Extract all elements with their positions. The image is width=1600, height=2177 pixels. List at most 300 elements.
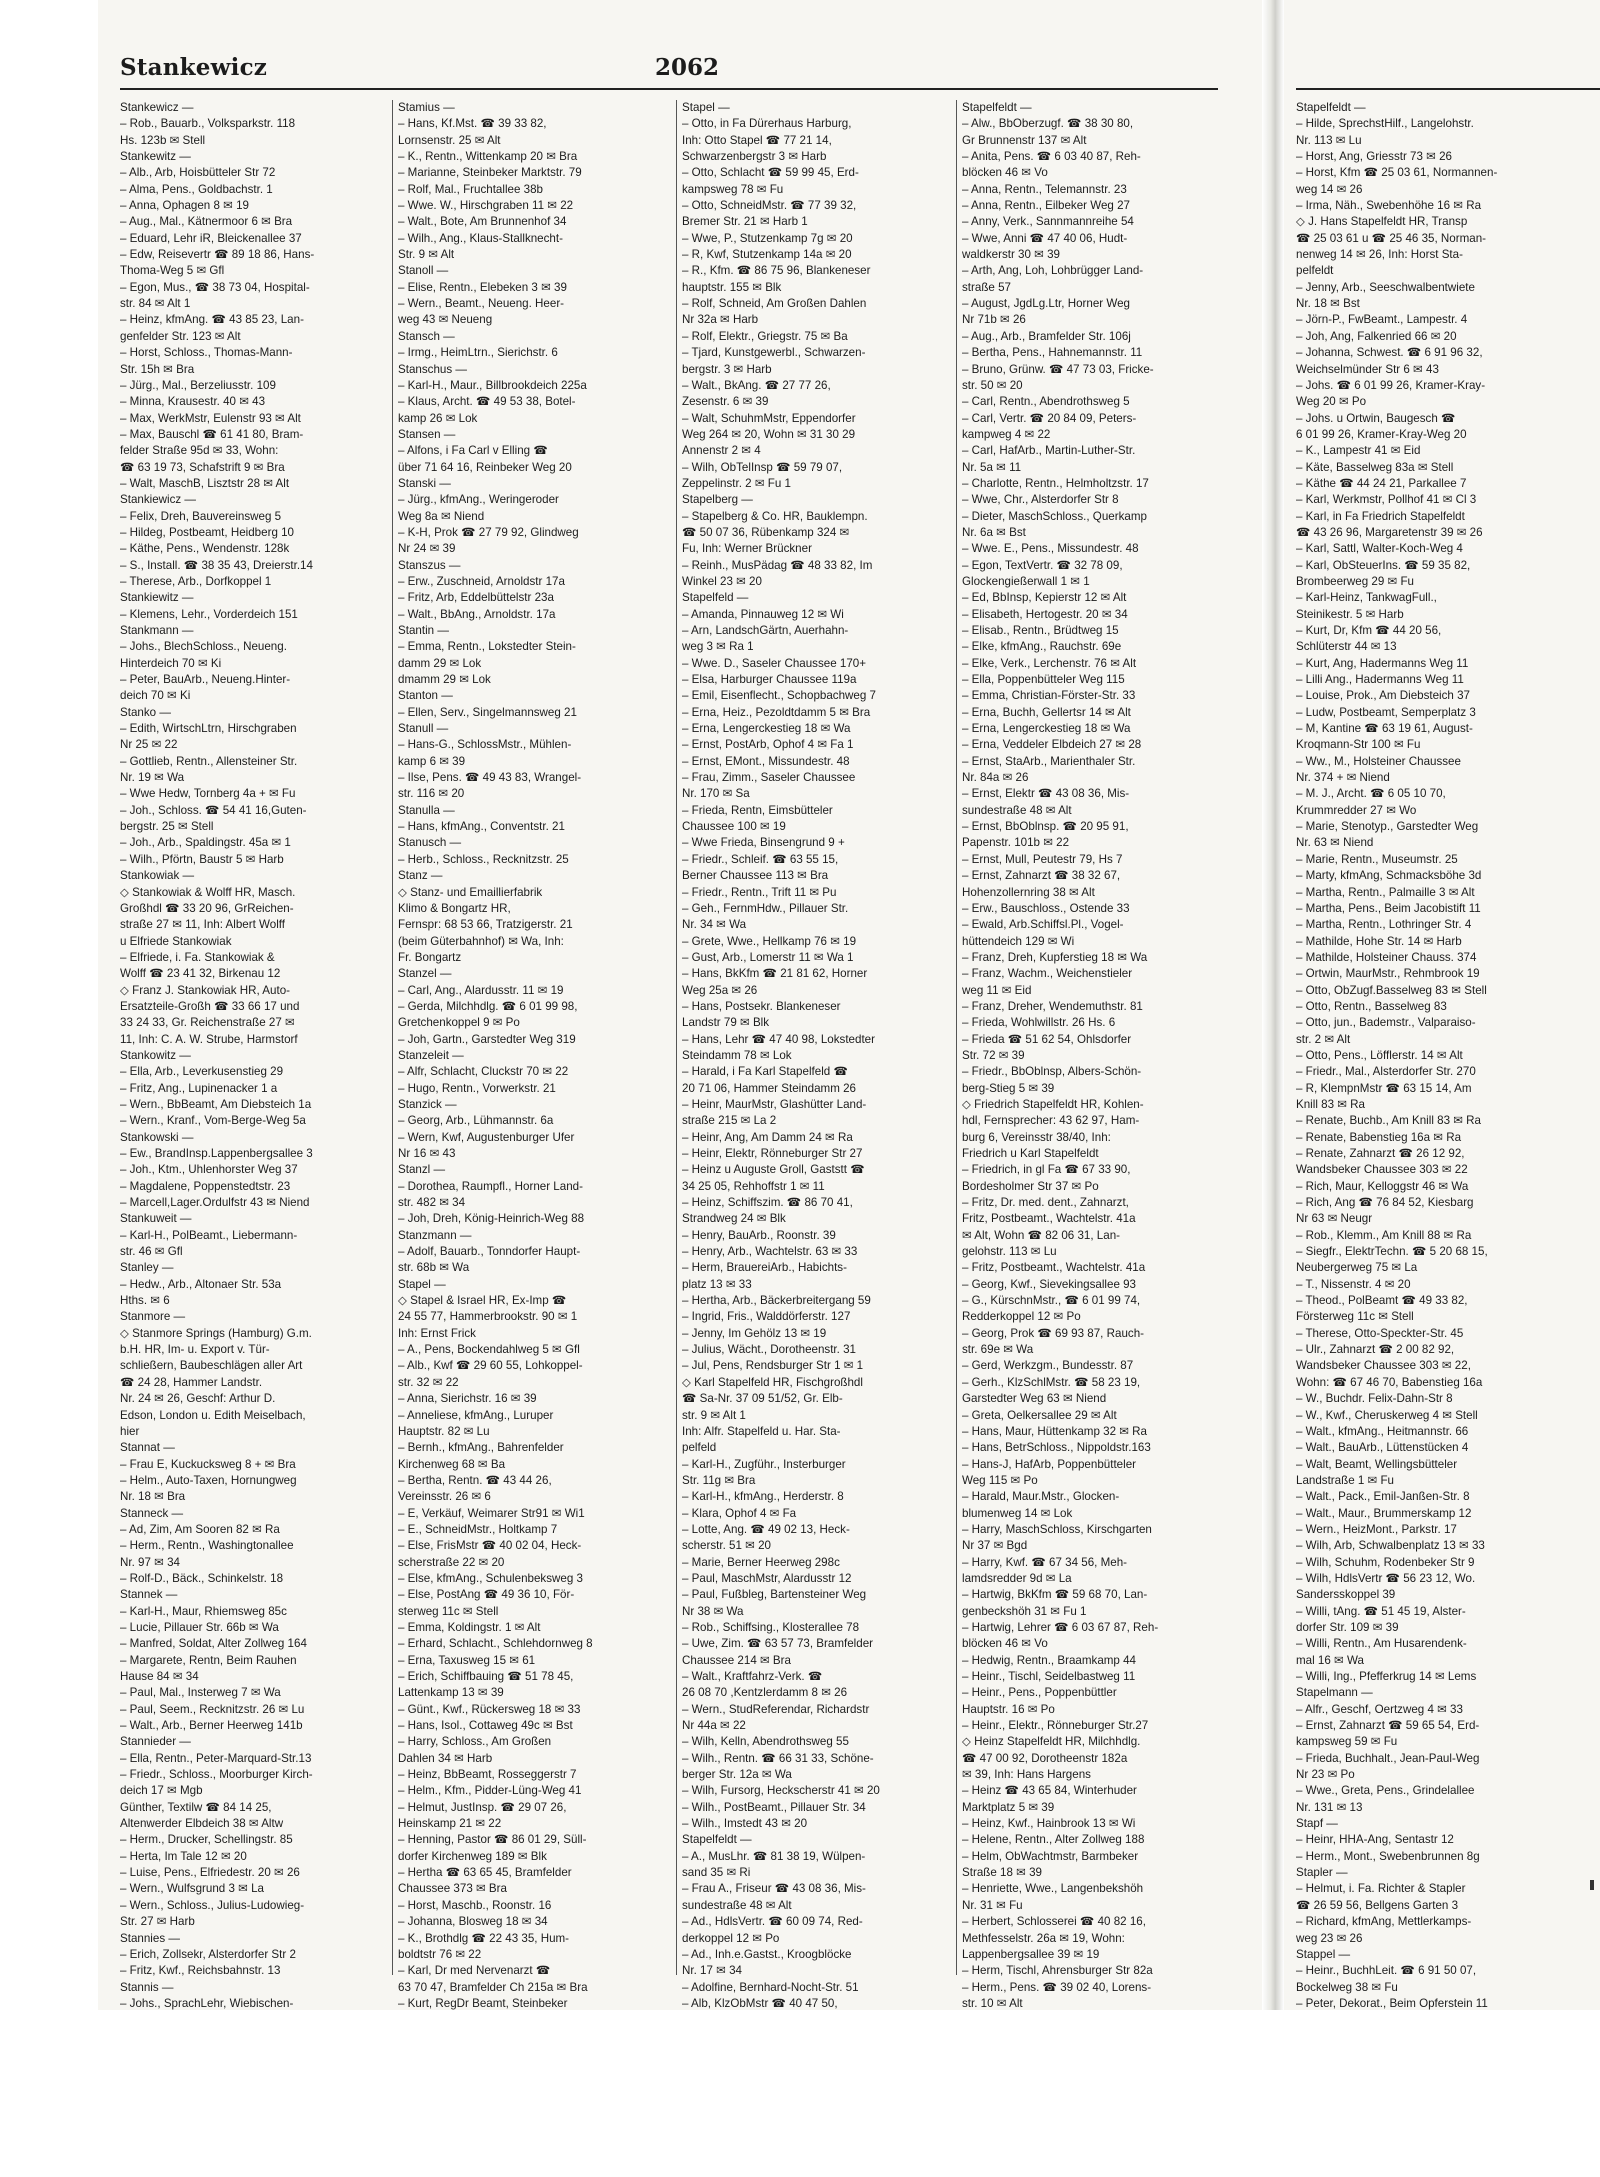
directory-entry-line: Wohn: ☎ 67 46 70, Babenstieg 16a — [1296, 1375, 1483, 1389]
directory-entry-line: – Harald, i Fa Karl Stapelfeld ☎ — [682, 1065, 848, 1079]
directory-entry-line: – Rob., Bauarb., Volksparkstr. 118 — [120, 117, 296, 131]
directory-entry-line: – Henriette, Wwe., Langenbekshöh — [962, 1882, 1144, 1896]
directory-entry-line: – Reinh., MusPädag ☎ 48 33 82, Im — [682, 558, 873, 572]
directory-entry-line: Stankiewicz — — [120, 493, 197, 507]
directory-entry-line: Kroqmann-Str 100 ✉ Fu — [1296, 738, 1421, 752]
directory-entry-line: – Hans, Postsekr. Blankeneser — [682, 999, 841, 1013]
directory-entry-line: berg-Stieg 5 ✉ 39 — [962, 1081, 1055, 1095]
directory-entry-line: – Wern., Beamt., Neueng. Heer- — [398, 297, 565, 311]
directory-entry-line: – Karl-H., Maur., Billbrookdeich 225a — [398, 378, 587, 392]
directory-entry-line: – Heinz, kfmAng. ☎ 43 85 23, Lan- — [120, 313, 304, 327]
directory-entry-line: – Herm., Mont., Swebenbrunnen 8g — [1296, 1849, 1480, 1863]
directory-entry-line: ☎ 50 07 36, Rübenkamp 324 ✉ — [682, 525, 850, 539]
directory-entry-line: – Ortwin, MaurMstr., Rehmbrook 19 — [1296, 967, 1480, 981]
directory-entry-line: – Ella, Rentn., Peter-Marquard-Str.13 — [120, 1751, 312, 1765]
directory-entry-line: Nr. 19 ✉ Wa — [120, 771, 185, 785]
directory-entry-line: – Wern., Schloss., Julius-Ludowieg- — [120, 1898, 305, 1912]
directory-entry-line: – Wwe, Anni ☎ 47 40 06, Hudt- — [962, 231, 1128, 245]
directory-entry-line: – Irmg., HeimLtrn., Sierichstr. 6 — [398, 346, 558, 360]
directory-entry-line: – M. J., Archt. ☎ 6 05 10 70, — [1296, 787, 1446, 801]
directory-entry-line: – Karl-Heinz, TankwagFull., — [1296, 591, 1437, 605]
directory-entry-line: – Heinr., BuchhLeit. ☎ 6 91 50 07, — [1296, 1964, 1477, 1978]
directory-entry-line: – Karl, in Fa Friedrich Stapelfeldt — [1296, 509, 1465, 523]
directory-entry-line: Stanschus — — [398, 362, 467, 376]
header-rule-next-page — [1296, 88, 1600, 90]
directory-entry-line: – Alma, Pens., Goldbachstr. 1 — [120, 182, 273, 196]
directory-entry-line: – Elsa, Harburger Chaussee 119a — [682, 673, 857, 687]
directory-entry-line: – Harry, Schloss., Am Großen — [398, 1735, 552, 1749]
directory-entry-line: – Erna, Lengerckestieg 18 ✉ Wa — [682, 722, 851, 736]
directory-entry-line: – Erna, Buchh, Gellertsr 14 ✉ Alt — [962, 705, 1131, 719]
directory-entry-line: derkoppel 12 ✉ Po — [682, 1931, 780, 1945]
directory-entry-line: – Heinr., Pens., Poppenbüttler — [962, 1686, 1117, 1700]
directory-entry-line: Stanneck — — [120, 1506, 184, 1520]
directory-entry-line: – Klemens, Lehr., Vorderdeich 151 — [120, 607, 298, 621]
directory-entry-line: – Charlotte, Rentn., Helmholtzstr. 17 — [962, 476, 1149, 490]
directory-entry-line: Nr 38 ✉ Wa — [682, 1604, 744, 1618]
directory-entry-line: hdl, Fernsprecher: 43 62 97, Ham- — [962, 1114, 1140, 1128]
directory-entry-line: – Lotte, Ang. ☎ 49 02 13, Heck- — [682, 1522, 850, 1536]
directory-entry-line: – Tjard, Kunstgewerbl., Schwarzen- — [682, 346, 866, 360]
directory-entry-line: – Frau E, Kuckucksweg 8 + ✉ Bra — [120, 1457, 296, 1471]
directory-entry-line: – Dorothea, Raumpfl., Horner Land- — [398, 1179, 583, 1193]
directory-entry-line: Sandersskoppel 39 — [1296, 1588, 1396, 1602]
directory-entry-line: – Walt., Arb., Berner Heerweg 141b — [120, 1719, 303, 1733]
directory-entry-line: Dahlen 34 ✉ Harb — [398, 1751, 493, 1765]
directory-entry-line: – Karl, Werkmstr, Pollhof 41 ✉ Cl 3 — [1296, 493, 1477, 507]
directory-entry-line: – Helene, Rentn., Alter Zollweg 188 — [962, 1833, 1145, 1847]
directory-entry-line: – A., MusLhr. ☎ 81 38 19, Wülpen- — [682, 1849, 866, 1863]
directory-entry-line: straße 57 — [962, 280, 1011, 294]
directory-entry-line: – Johs. u Ortwin, Baugesch ☎ — [1296, 411, 1456, 425]
directory-entry-line: – Georg, Kwf., Sievekingsallee 93 — [962, 1277, 1137, 1291]
directory-entry-line: – Martha, Pens., Beim Jacobistift 11 — [1296, 901, 1481, 915]
column-5-next-page — [1296, 100, 1600, 2010]
directory-entry-line: scherstr. 51 ✉ 20 — [682, 1539, 771, 1553]
column-divider — [392, 100, 393, 1975]
directory-entry-line: – Rob., Schiffsing., Klosterallee 78 — [682, 1620, 860, 1634]
directory-entry-line: – Otto, SchneidMstr. ☎ 77 39 32, — [682, 199, 857, 213]
directory-entry-line: Chaussee 214 ✉ Bra — [682, 1653, 791, 1667]
directory-entry-line: – Otto, ObZugf.Basselweg 83 ✉ Stell — [1296, 983, 1487, 997]
directory-entry-line: Stankowski — — [120, 1130, 194, 1144]
directory-entry-line: – G., KürschnMstr., ☎ 6 01 99 74, — [962, 1294, 1141, 1308]
directory-entry-line: Nr. 131 ✉ 13 — [1296, 1800, 1363, 1814]
directory-entry-line: damm 29 ✉ Lok — [398, 656, 482, 670]
directory-entry-line: Str. 9 ✉ Alt — [398, 248, 455, 262]
directory-entry-line: Friedrich u Karl Stapelfeldt — [962, 1147, 1099, 1160]
directory-entry-line: Stamius — — [398, 101, 455, 114]
directory-entry-line: – Emil, Eisenflecht., Schopbachweg 7 — [682, 689, 876, 703]
directory-entry-line: Stapel — — [682, 101, 730, 114]
directory-entry-line: – M, Kantine ☎ 63 19 61, August- — [1296, 722, 1473, 736]
directory-entry-line: – Ernst, Mull, Peutestr 79, Hs 7 — [962, 852, 1123, 866]
directory-entry-line: – Ernst, Zahnarzt ☎ 38 32 67, — [962, 869, 1121, 883]
directory-entry-line: – Frieda ☎ 51 62 54, Ohlsdorfer — [962, 1032, 1132, 1046]
running-head — [120, 50, 1220, 90]
directory-entry-line: – Willi, tAng. ☎ 51 45 19, Alster- — [1296, 1604, 1466, 1618]
directory-entry-line: – Ad., HdlsVertr. ☎ 60 09 74, Red- — [682, 1915, 863, 1929]
directory-entry-line: – Kurt, Dr, Kfm ☎ 44 20 56, — [1296, 624, 1442, 637]
directory-entry-line: Bockelweg 38 ✉ Fu — [1296, 1980, 1398, 1994]
directory-entry-line: – Felix, Dreh, Bauvereinsweg 5 — [120, 509, 282, 523]
directory-entry-line: – Erw., Zuschneid, Arnoldstr 17a — [398, 574, 565, 588]
directory-entry-line: – Wwe. E., Pens., Missundestr. 48 — [962, 542, 1139, 556]
directory-entry-line: – Rob., Klemm., Am Knill 88 ✉ Ra — [1296, 1228, 1472, 1242]
directory-entry-line: Nr. 170 ✉ Sa — [682, 787, 750, 801]
directory-entry-line: Zeppelinstr. 2 ✉ Fu 1 — [682, 476, 791, 490]
directory-entry-line: – Edw, Reisevertr ☎ 89 18 86, Hans- — [120, 248, 315, 262]
directory-entry-line: – Wwe., Greta, Pens., Grindelallee — [1296, 1784, 1475, 1798]
directory-entry-line: – Ella, Arb., Leverkusenstieg 29 — [120, 1065, 284, 1079]
directory-entry-line: Weg 115 ✉ Po — [962, 1473, 1038, 1487]
directory-entry-line: – Frau, Zimm., Saseler Chaussee — [682, 771, 856, 785]
directory-entry-line: Stanzel — — [398, 967, 452, 981]
directory-entry-line: – Carl, Vertr. ☎ 20 84 09, Peters- — [962, 411, 1137, 425]
directory-entry-line: – Bruno, Grünw. ☎ 47 73 03, Fricke- — [962, 362, 1154, 376]
directory-entry-line: – Mathilde, Holsteiner Chauss. 374 — [1296, 950, 1477, 964]
directory-entry-line: Günther, Textilw ☎ 84 14 25, — [120, 1800, 272, 1814]
directory-entry-line: – Wern., Wulfsgrund 3 ✉ La — [120, 1882, 264, 1896]
directory-entry-line: – Ed, BbInsp, Kepierstr 12 ✉ Alt — [962, 591, 1127, 605]
directory-entry-line: – Aug., Arb., Bramfelder Str. 106j — [962, 329, 1131, 343]
directory-entry-line: blumenweg 14 ✉ Lok — [962, 1506, 1073, 1520]
directory-entry-line: bergstr. 25 ✉ Stell — [120, 820, 214, 834]
directory-entry-line: dorfer Str. 109 ✉ 39 — [1296, 1620, 1399, 1634]
directory-entry-line: – Marie, Berner Heerweg 298c — [682, 1555, 840, 1569]
directory-entry-line: Wandsbeker Chaussee 303 ✉ 22, — [1296, 1359, 1471, 1373]
directory-entry-line: – Fritz, Kwf., Reichsbahnstr. 13 — [120, 1964, 281, 1978]
directory-entry-line: Stapel — — [398, 1277, 446, 1291]
directory-entry-line: – T., Nissenstr. 4 ✉ 20 — [1296, 1277, 1411, 1291]
directory-entry-line: str. 32 ✉ 22 — [398, 1375, 459, 1389]
directory-entry-line: – Horst, Schloss., Thomas-Mann- — [120, 346, 293, 360]
directory-entry-line: straße 215 ✉ La 2 — [682, 1114, 777, 1128]
directory-entry-line: – Johs., BlechSchloss., Neueng. — [120, 640, 287, 654]
directory-entry-line: – Egon, TextVertr. ☎ 32 78 09, — [962, 558, 1123, 572]
directory-entry-line: – K., Brothdlg ☎ 22 43 35, Hum- — [398, 1931, 570, 1945]
directory-entry-line: – Magdalene, Poppenstedtstr. 23 — [120, 1179, 291, 1193]
directory-entry-line: – Wilh, HdlsVertr ☎ 56 23 12, Wo. — [1296, 1571, 1476, 1585]
directory-entry-line: kampsweg 78 ✉ Fu — [682, 182, 784, 196]
directory-entry-line: – Erna, Veddeler Elbdeich 27 ✉ 28 — [962, 738, 1142, 752]
directory-entry-line: Nr. 97 ✉ 34 — [120, 1555, 180, 1569]
directory-entry-line: 6 01 99 26, Kramer-Kray-Weg 20 — [1296, 427, 1467, 441]
directory-entry-line: Steinikestr. 5 ✉ Harb — [1296, 607, 1404, 621]
directory-entry-line: Stankiewitz — — [120, 591, 194, 605]
directory-entry-line: – Stapelberg & Co. HR, Bauklempn. — [682, 509, 868, 523]
directory-entry-line: Bremer Str. 21 ✉ Harb 1 — [682, 215, 808, 229]
directory-entry-line: 34 25 05, Rehhoffstr 1 ✉ 11 — [682, 1179, 825, 1193]
directory-entry-line: Stantin — — [398, 624, 449, 637]
directory-entry-line: – Günt., Kwf., Rückersweg 18 ✉ 33 — [398, 1702, 581, 1716]
directory-entry-line: ◇ Heinz Stapelfeldt HR, Milchhdlg. — [962, 1735, 1141, 1749]
directory-entry-line: sterweg 11c ✉ Stell — [398, 1604, 499, 1618]
directory-entry-line: Hause 84 ✉ 34 — [120, 1670, 199, 1683]
directory-entry-line: Nr. 31 ✉ Fu — [962, 1898, 1023, 1912]
directory-entry-line: – Fritz, Dr. med. dent., Zahnarzt, — [962, 1196, 1129, 1210]
directory-entry-line: – Henry, Arb., Wachtelstr. 63 ✉ 33 — [682, 1245, 858, 1259]
directory-entry-line: – Elisabeth, Hertogestr. 20 ✉ 34 — [962, 607, 1128, 621]
directory-entry-line: – Joh, Dreh, König-Heinrich-Weg 88 — [398, 1212, 585, 1226]
directory-entry-line: – Manfred, Soldat, Alter Zollweg 164 — [120, 1637, 307, 1651]
directory-entry-line: – Wern, Kwf, Augustenburger Ufer — [398, 1130, 575, 1144]
directory-entry-line: – Friedr., Rentn., Trift 11 ✉ Pu — [682, 885, 837, 899]
directory-entry-line: – Alfons, i Fa Carl v Elling ☎ — [398, 444, 548, 458]
directory-entry-line: – Walt., BbAng., Arnoldstr. 17a — [398, 607, 556, 621]
directory-entry-line: mal 16 ✉ Wa — [1296, 1653, 1364, 1667]
directory-entry-line: – Alb., Kwf ☎ 29 60 55, Lohkoppel- — [398, 1359, 583, 1373]
directory-entry-line: – Else, FrisMstr ☎ 40 02 04, Heck- — [398, 1539, 582, 1553]
directory-entry-line: Methfesselstr. 26a ✉ 19, Wohn: — [962, 1931, 1125, 1945]
directory-entry-line: – Ulr., Zahnarzt ☎ 2 00 82 92, — [1296, 1343, 1455, 1357]
directory-entry-line: – Wilh., PostBeamt., Pillauer Str. 34 — [682, 1800, 866, 1814]
directory-entry-line: – Walt., Bote, Am Brunnenhof 34 — [398, 215, 567, 229]
directory-entry-line: Heinskamp 21 ✉ 22 — [398, 1817, 502, 1831]
directory-entry-line: – Hertha ☎ 63 65 45, Bramfelder — [398, 1866, 572, 1880]
directory-entry-line: – Johanna, Blosweg 18 ✉ 34 — [398, 1915, 548, 1929]
directory-entry-line: – Marianne, Steinbeker Marktstr. 79 — [398, 166, 582, 180]
directory-entry-line: Stannieder — — [120, 1735, 191, 1749]
directory-entry-line: – Frieda, Buchhalt., Jean-Paul-Weg — [1296, 1751, 1480, 1765]
directory-entry-line: – Anna, Rentn., Eilbeker Weg 27 — [962, 199, 1131, 213]
directory-entry-line: – Joh., Schloss. ☎ 54 41 16,Guten- — [120, 803, 307, 817]
directory-entry-line: – Bernh., kfmAng., Bahrenfelder — [398, 1441, 564, 1455]
column-divider — [676, 100, 677, 1975]
directory-entry-line: – Erna, Lengerckestieg 18 ✉ Wa — [962, 722, 1131, 736]
directory-entry-line: – Willi, Rentn., Am Husarendenk- — [1296, 1637, 1467, 1651]
directory-entry-line: – Wilh., Imstedt 43 ✉ 20 — [682, 1817, 808, 1831]
directory-entry-line: gelohstr. 113 ✉ Lu — [962, 1245, 1057, 1259]
directory-entry-line: Stankuweit — — [120, 1212, 192, 1226]
directory-entry-line: – Käthe ☎ 44 24 21, Parkallee 7 — [1296, 476, 1467, 490]
directory-entry-line: Stanoll — — [398, 264, 449, 278]
directory-entry-line: – Klara, Ophof 4 ✉ Fa — [682, 1506, 797, 1520]
directory-entry-line: nenweg 14 ✉ 26, Inh: Horst Sta- — [1296, 248, 1463, 262]
directory-entry-line: Nr. 63 ✉ Niend — [1296, 836, 1374, 850]
directory-entry-line: – Heinz, Schiffszim. ☎ 86 70 41, — [682, 1196, 853, 1210]
directory-entry-line: – Edith, WirtschLtrn, Hirschgraben — [120, 722, 297, 736]
directory-entry-line: – Bertha, Pens., Hahnemannstr. 11 — [962, 346, 1143, 360]
directory-entry-line: – Kurt, Ang, Hadermanns Weg 11 — [1296, 656, 1469, 670]
directory-entry-line: Str. 27 ✉ Harb — [120, 1915, 195, 1929]
directory-entry-line: – Helm, ObWachtmstr, Barmbeker — [962, 1849, 1139, 1863]
directory-entry-line: – Siegfr., ElektrTechn. ☎ 5 20 68 15, — [1296, 1245, 1488, 1259]
directory-entry-line: – Hans, kfmAng., Conventstr. 21 — [398, 820, 565, 834]
directory-entry-line: – Ernst, BbOblnsp. ☎ 20 95 91, — [962, 820, 1129, 834]
directory-entry-line: – K-H, Prok ☎ 27 79 92, Glindweg — [398, 525, 579, 539]
directory-entry-line: Nr. 34 ✉ Wa — [682, 918, 747, 932]
directory-entry-line: – Herm., Drucker, Schellingstr. 85 — [120, 1833, 293, 1847]
directory-entry-line: – Emma, Rentn., Lokstedter Stein- — [398, 640, 576, 654]
directory-entry-line: – Elfriede, i. Fa. Stankowiak & — [120, 950, 275, 964]
directory-entry-line: Nr 37 ✉ Bgd — [962, 1539, 1028, 1553]
directory-entry-line: str. 482 ✉ 34 — [398, 1196, 466, 1210]
directory-entry-line: – E, Verkäuf, Weimarer Str91 ✉ Wi1 — [398, 1506, 585, 1520]
directory-entry-line: – Wwe Hedw, Tornberg 4a + ✉ Fu — [120, 787, 296, 801]
directory-entry-line: str. 69e ✉ Wa — [962, 1343, 1034, 1357]
directory-entry-line: Stapler — — [1296, 1866, 1348, 1880]
directory-entry-line: Altenwerder Elbdeich 38 ✉ Altw — [120, 1817, 284, 1831]
directory-entry-line: deich 70 ✉ Ki — [120, 689, 191, 703]
directory-entry-line: Lappenbergsallee 39 ✉ 19 — [962, 1947, 1100, 1961]
directory-entry-line: – Heinz u Auguste Groll, Gaststt ☎ — [682, 1163, 865, 1177]
directory-entry-line: – Ernst, Zahnarzt ☎ 59 65 54, Erd- — [1296, 1719, 1480, 1733]
directory-entry-line: – Walt., Pack., Emil-Janßen-Str. 8 — [1296, 1490, 1470, 1504]
directory-entry-line: – Lilli Ang., Hadermanns Weg 11 — [1296, 673, 1464, 687]
directory-entry-line: Strandweg 24 ✉ Blk — [682, 1212, 786, 1226]
directory-entry-line: – Karl, Dr med Nervenarzt ☎ — [398, 1964, 551, 1978]
directory-entry-line: Weichselmünder Str 6 ✉ 43 — [1296, 362, 1439, 376]
directory-entry-line: – Hartwig, BkKfm ☎ 59 68 70, Lan- — [962, 1588, 1148, 1602]
directory-entry-line: – Ewald, Arb.Schiffsl.Pl., Vogel- — [962, 918, 1124, 932]
directory-entry-line: Stanzmann — — [398, 1228, 472, 1242]
directory-entry-line: Annenstr 2 ✉ 4 — [682, 444, 761, 458]
directory-entry-line: – Hans-J, HafArb, Poppenbütteler — [962, 1457, 1137, 1471]
directory-entry-line: str. 2 ✉ Alt — [1296, 1032, 1351, 1046]
directory-entry-line: – Georg, Prok ☎ 69 93 87, Rauch- — [962, 1326, 1145, 1340]
directory-entry-line: – Hans, Lehr ☎ 47 40 98, Lokstedter — [682, 1032, 875, 1046]
directory-entry-line: genbeckshöh 31 ✉ Fu 1 — [962, 1604, 1087, 1618]
directory-entry-line: Nr. 84a ✉ 26 — [962, 771, 1029, 785]
directory-entry-line: Nr 63 ✉ Neugr — [1296, 1212, 1373, 1226]
directory-entry-line: Lornsenstr. 25 ✉ Alt — [398, 133, 501, 147]
directory-entry-line: Kirchenweg 68 ✉ Ba — [398, 1457, 506, 1471]
directory-entry-line: – R, KlempnMstr ☎ 63 15 14, Am — [1296, 1081, 1472, 1095]
directory-entry-line: – Luise, Pens., Elfriedestr. 20 ✉ 26 — [120, 1866, 300, 1880]
directory-entry-line: Inh: Otto Stapel ☎ 77 21 14, — [682, 133, 832, 147]
directory-entry-line: – Ludw, Postbeamt, Semperplatz 3 — [1296, 705, 1476, 719]
directory-entry-line: Wandsbeker Chaussee 303 ✉ 22 — [1296, 1163, 1468, 1177]
directory-entry-line: – Wilh, Schuhm, Rodenbeker Str 9 — [1296, 1555, 1475, 1569]
directory-entry-line: – Irma, Näh., Swebenhöhe 16 ✉ Ra — [1296, 199, 1482, 213]
directory-entry-line: – Hertha, Arb., Bäckerbreitergang 59 — [682, 1294, 871, 1308]
directory-entry-line: str. 9 ✉ Alt 1 — [682, 1408, 746, 1422]
directory-entry-line: – Ww., M., Holsteiner Chaussee — [1296, 754, 1461, 768]
directory-entry-line: 26 08 70 ,Kentzlerdamm 8 ✉ 26 — [682, 1686, 848, 1700]
directory-entry-line: – Helm., Kfm., Pidder-Lüng-Weg 41 — [398, 1784, 582, 1798]
directory-entry-line: – R., Kfm. ☎ 86 75 96, Blankeneser — [682, 264, 871, 278]
directory-entry-line: – Walt., Kraftfahrz-Verk. ☎ — [682, 1670, 823, 1683]
directory-entry-line: Stapelmann — — [1296, 1686, 1373, 1700]
directory-entry-line: – Marie, Rentn., Museumstr. 25 — [1296, 852, 1458, 866]
directory-entry-line: hauptstr. 155 ✉ Blk — [682, 280, 782, 294]
directory-entry-line: – Martha, Rentn., Lothringer Str. 4 — [1296, 918, 1472, 932]
directory-entry-line: – Joh., Ktm., Uhlenhorster Weg 37 — [120, 1163, 298, 1177]
directory-entry-line: – Hans, BetrSchloss., Nippoldstr.163 — [962, 1441, 1151, 1455]
directory-entry-line: Stapelfeldt — — [962, 101, 1032, 114]
directory-entry-line: genfelder Str. 123 ✉ Alt — [120, 329, 241, 343]
directory-entry-line: – Hugo, Rentn., Vorwerkstr. 21 — [398, 1081, 556, 1095]
directory-entry-line: – Aug., Mal., Kätnermoor 6 ✉ Bra — [120, 215, 293, 229]
directory-entry-line: – Elise, Rentn., Elebeken 3 ✉ 39 — [398, 280, 567, 294]
directory-entry-line: 20 71 06, Hammer Steindamm 26 — [682, 1081, 856, 1095]
directory-entry-line: ◇ Stapel & Israel HR, Ex-Imp ☎ — [398, 1294, 567, 1308]
directory-entry-line: – Ella, Poppenbütteler Weg 115 — [962, 673, 1125, 687]
directory-entry-line: 24 55 77, Hammerbrookstr. 90 ✉ 1 — [398, 1310, 578, 1324]
directory-entry-line: Nr. 17 ✉ 34 — [682, 1964, 742, 1978]
directory-entry-line: ☎ 63 19 73, Schafstrift 9 ✉ Bra — [120, 460, 285, 474]
directory-entry-line: kampweg 4 ✉ 22 — [962, 427, 1051, 441]
directory-entry-line: – Harry, Kwf. ☎ 67 34 56, Meh- — [962, 1555, 1128, 1569]
directory-entry-line: – Franz, Wachm., Weichenstieler — [962, 967, 1133, 981]
directory-entry-line: – Joh, Ang, Falkenried 66 ✉ 20 — [1296, 329, 1457, 343]
directory-entry-line: – Alw., BbOberzugf. ☎ 38 30 80, — [962, 117, 1134, 131]
directory-entry-line: – Hedw., Arb., Altonaer Str. 53a — [120, 1277, 282, 1291]
directory-entry-line: – Geh., FernmHdw., Pillauer Str. — [682, 901, 849, 915]
directory-entry-line: Nr 23 ✉ Po — [1296, 1768, 1355, 1782]
running-head-name: Stankewicz — [120, 54, 268, 81]
directory-entry-line: Försterweg 11c ✉ Stell — [1296, 1310, 1414, 1324]
directory-entry-line: – Hans, Maur, Hüttenkamp 32 ✉ Ra — [962, 1424, 1147, 1438]
directory-entry-line: – K., Lampestr 41 ✉ Eid — [1296, 444, 1421, 458]
directory-entry-line: Nr 71b ✉ 26 — [962, 313, 1026, 327]
directory-entry-line: sundestraße 48 ✉ Alt — [682, 1898, 792, 1912]
directory-entry-line: Marktplatz 5 ✉ 39 — [962, 1800, 1055, 1814]
directory-entry-line: Vereinsstr. 26 ✉ 6 — [398, 1490, 491, 1504]
directory-entry-line: – Wilh., Rentn. ☎ 66 31 33, Schöne- — [682, 1751, 874, 1765]
directory-entry-line: – Horst, Ang, Griesstr 73 ✉ 26 — [1296, 150, 1452, 164]
directory-entry-line: – Therese, Otto-Speckter-Str. 45 — [1296, 1326, 1464, 1340]
directory-entry-line: – Fritz, Postbeamt., Wachtelstr. 41a — [962, 1261, 1146, 1275]
directory-entry-line: str. 68b ✉ Wa — [398, 1261, 470, 1275]
directory-entry-line: – Wilh, Kelln, Abendrothsweg 55 — [682, 1735, 849, 1749]
directory-entry-line: Nr. 18 ✉ Bst — [1296, 297, 1360, 311]
directory-entry-line: – Herm., Pens. ☎ 39 02 40, Lorens- — [962, 1980, 1152, 1994]
directory-entry-line: – Karl, ObSteuerIns. ☎ 59 35 82, — [1296, 558, 1471, 572]
directory-entry-line: weg 23 ✉ 26 — [1296, 1931, 1363, 1945]
directory-entry-line: Brombeerweg 29 ✉ Fu — [1296, 574, 1414, 588]
directory-entry-line: – Jörn-P., FwBeamt., Lampestr. 4 — [1296, 313, 1468, 327]
directory-entry-line: – Bertha, Rentn. ☎ 43 44 26, — [398, 1473, 552, 1487]
directory-entry-line: kampsweg 59 ✉ Fu — [1296, 1735, 1398, 1749]
directory-entry-line: Weg 264 ✉ 20, Wohn ✉ 31 30 29 — [682, 427, 856, 441]
directory-entry-line: – Adolf, Bauarb., Tonndorfer Haupt- — [398, 1245, 581, 1259]
directory-entry-line: Str. 72 ✉ 39 — [962, 1048, 1025, 1062]
directory-entry-line: Gr Brunnenstr 137 ✉ Alt — [962, 133, 1087, 147]
directory-entry-line: – Max, Bauschl ☎ 61 41 80, Bram- — [120, 427, 304, 441]
directory-entry-line: – Hedwig, Rentn., Braamkamp 44 — [962, 1653, 1136, 1667]
directory-entry-line: Lattenkamp 13 ✉ 39 — [398, 1686, 504, 1700]
directory-entry-line: – Wern., StudReferendar, Richardstr — [682, 1702, 870, 1716]
directory-entry-line: – Else, kfmAng., Schulenbeksweg 3 — [398, 1571, 583, 1585]
directory-entry-line: felder Straße 95d ✉ 33, Wohn: — [120, 444, 279, 458]
directory-entry-line: Stankowiak — — [120, 869, 195, 883]
directory-entry-line: Nr. 24 ✉ 26, Geschf: Arthur D. — [120, 1392, 276, 1406]
directory-entry-line: – Helmut, i. Fa. Richter & Stapler — [1296, 1882, 1466, 1896]
directory-entry-line: – Ad, Zim, Am Sooren 82 ✉ Ra — [120, 1522, 280, 1536]
directory-entry-line: – Emma, Christian-Förster-Str. 33 — [962, 689, 1136, 703]
directory-entry-line: – Heinz, BbBeamt, Rosseggerstr 7 — [398, 1768, 577, 1782]
directory-entry-line: – Käthe, Pens., Wendenstr. 128k — [120, 542, 290, 556]
directory-entry-line: – Ilse, Pens. ☎ 49 43 83, Wrangel- — [398, 771, 582, 785]
directory-entry-line: ☎ 24 28, Hammer Landstr. — [120, 1375, 263, 1389]
directory-entry-line: boldtstr 76 ✉ 22 — [398, 1947, 482, 1961]
directory-entry-line: weg 14 ✉ 26 — [1296, 182, 1363, 196]
directory-entry-line: – Friedr., Mal., Alsterdorfer Str. 270 — [1296, 1065, 1476, 1079]
directory-entry-line: Stanusch — — [398, 836, 462, 850]
directory-entry-line: – Marcell,Lager.Ordulfstr 43 ✉ Niend — [120, 1196, 310, 1210]
directory-entry-line: Stanski — — [398, 476, 451, 490]
directory-entry-line: – A., Pens, Bockendahlweg 5 ✉ Gfl — [398, 1343, 580, 1357]
directory-entry-line: – Alb, KlzObMstr ☎ 40 47 50, — [682, 1996, 838, 2010]
directory-entry-line: – Wwe. D., Saseler Chaussee 170+ — [682, 656, 866, 670]
directory-entry-line: lamdsredder 9d ✉ La — [962, 1571, 1072, 1585]
directory-entry-line: – Herm, Tischl, Ahrensburger Str 82a — [962, 1964, 1153, 1978]
directory-entry-line: sand 35 ✉ Ri — [682, 1866, 751, 1880]
directory-entry-line: str. 116 ✉ 20 — [398, 787, 465, 801]
directory-entry-line: Hinterdeich 70 ✉ Ki — [120, 656, 222, 670]
